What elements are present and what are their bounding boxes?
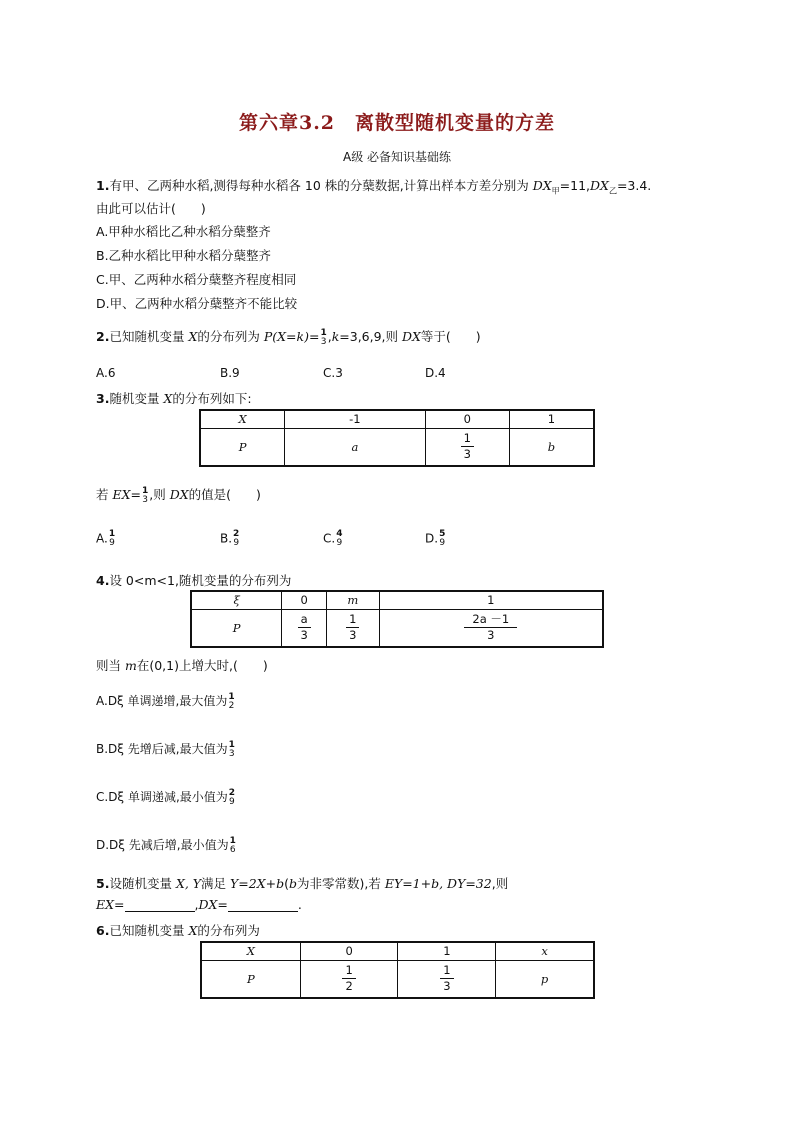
q4-cell-1: $\frac{a}{3}$ <box>282 609 327 647</box>
q3-number: 3. <box>96 391 110 406</box>
q5-number: 5. <box>96 876 110 891</box>
q5-ex-blank[interactable] <box>125 900 195 912</box>
q4-row-label: P <box>191 609 282 647</box>
q6-text-a: 已知随机变量 <box>109 923 189 938</box>
q1-option-a: A.甲种水稻比乙种水稻分蘖整齐 <box>96 224 271 239</box>
q5-ey: EY=1+b, DY=32 <box>384 876 492 891</box>
q4-line2-b: 在(0,1)上增大时,( ) <box>136 658 268 673</box>
q2-frac-den: 3 <box>320 336 327 347</box>
q1-number: 1. <box>96 178 110 193</box>
q3-cond-fraction <box>142 487 148 505</box>
q3-cell-frac <box>425 428 509 466</box>
q2-option-a: A.6 <box>96 366 116 380</box>
q3-ex: EX <box>112 487 131 502</box>
q4-header-1: 0 <box>282 591 327 609</box>
q1-text: 有甲、乙两种水稻,测得每种水稻各 10 株的分蘖数据,计算出样本方差分别为 <box>109 178 533 193</box>
q3-cond-b: ,则 <box>149 487 170 502</box>
q3-cond-c: 的值是( ) <box>188 487 261 502</box>
page-title: 第六章3.2 离散型随机变量的方差 <box>238 112 556 134</box>
q1-dx-jia: DX <box>532 178 552 193</box>
q2-var: X <box>188 329 198 344</box>
q2-option-c: C.3 <box>323 366 343 380</box>
q3-header-1: -1 <box>285 410 426 428</box>
q1-sub-yi: 乙 <box>608 186 617 196</box>
q2-text-a: 已知随机变量 <box>109 329 189 344</box>
q5-xy: X, Y <box>175 876 202 891</box>
q6-cell-3: p <box>496 960 594 998</box>
q2-text-c: , <box>327 329 332 344</box>
q2-stem <box>96 327 481 347</box>
q2-fraction <box>320 329 326 347</box>
q6-cell-2: $\frac{1}{3}$ <box>398 960 496 998</box>
q3-cond-frac-num: 1 <box>142 485 149 496</box>
q3-option-a: A. 1 9 <box>96 529 116 548</box>
q3-dx: DX <box>169 487 189 502</box>
q6-stem <box>96 921 260 939</box>
q4-text: 设 0<m<1,随机变量的分布列为 <box>109 573 292 588</box>
q4-header-3: 1 <box>379 591 603 609</box>
q4-stem <box>96 571 291 589</box>
q4-number: 4. <box>96 573 110 588</box>
q1-eq1: =11, <box>559 178 591 193</box>
q3-option-d: D. 5 9 <box>425 529 446 548</box>
q5-text-b: 满足 <box>201 876 231 891</box>
q5-ex-label: EX= <box>96 897 125 912</box>
q2-k: k <box>331 329 340 344</box>
q6-header-x: X <box>201 942 300 960</box>
q3-cond-a: 若 <box>96 487 113 502</box>
q4-header-xi: ξ <box>191 591 282 609</box>
q5-text-d: 为非零常数),若 <box>297 876 385 891</box>
q6-header-1: 0 <box>300 942 398 960</box>
q5-sep: , <box>194 897 199 912</box>
q5-text-a: 设随机变量 <box>109 876 176 891</box>
q6-row-label: P <box>201 960 300 998</box>
q4-m: m <box>124 658 137 673</box>
q4-cell-3: $\frac{2a -1}{3}$ <box>379 609 603 647</box>
q1-option-b: B.乙种水稻比甲种水稻分蘖整齐 <box>96 248 272 263</box>
q4-cell-2: $\frac{1}{3}$ <box>327 609 380 647</box>
q3-cond-eq: = <box>130 487 141 502</box>
q1-option-d: D.甲、乙两种水稻分蘖整齐不能比较 <box>96 296 298 311</box>
q5-text-c: ( <box>284 876 289 891</box>
q4-header-m: m <box>327 591 380 609</box>
q4-distribution-table <box>190 590 604 648</box>
q4-stem-line2 <box>96 656 268 674</box>
q4-line2-a: 则当 <box>96 658 125 673</box>
q3-text-a: 随机变量 <box>109 391 164 406</box>
q1-stem <box>96 176 651 197</box>
q3-cell-b: b <box>509 428 594 466</box>
q2-option-d: D.4 <box>425 366 446 380</box>
q1-eq2: =3.4. <box>616 178 652 193</box>
q5-dx-blank[interactable] <box>228 900 298 912</box>
q5-text-e: ,则 <box>491 876 509 891</box>
q2-px: P(X=k) <box>263 329 309 344</box>
q2-frac-num: 1 <box>320 327 327 338</box>
q5-answer-line <box>96 897 302 912</box>
q2-option-b: B.9 <box>220 366 240 380</box>
q3-cell-frac-den: 3 <box>463 447 471 462</box>
q1-sub-jia: 甲 <box>551 186 560 196</box>
q2-text-d: =3,6,9,则 <box>339 329 402 344</box>
q5-dx-label: DX= <box>198 897 228 912</box>
q2-text-b: 的分布列为 <box>197 329 264 344</box>
q3-condition <box>96 485 261 505</box>
q6-distribution-table <box>200 941 595 999</box>
q3-header-2: 0 <box>425 410 509 428</box>
q3-var: X <box>163 391 173 406</box>
q4-option-a: A.Dξ 单调递增,最大值为 1 2 <box>96 691 235 711</box>
q3-cond-frac-den: 3 <box>142 494 148 505</box>
q6-header-2: 1 <box>398 942 496 960</box>
q5-stem <box>96 874 508 892</box>
q4-option-c: C.Dξ 单调递减,最小值为 2 9 <box>96 787 236 807</box>
q2-text-e: 等于( ) <box>420 329 481 344</box>
q3-header-3: 1 <box>509 410 594 428</box>
q6-cell-1: $\frac{1}{2}$ <box>300 960 398 998</box>
q6-var: X <box>188 923 198 938</box>
q2-number: 2. <box>96 329 110 344</box>
section-subtitle: A级 必备知识基础练 <box>342 150 452 164</box>
q3-distribution-table <box>199 409 595 467</box>
q6-number: 6. <box>96 923 110 938</box>
q3-row-label: P <box>200 428 285 466</box>
q4-option-d: D.Dξ 先减后增,最小值为 1 6 <box>96 835 236 855</box>
q3-option-b: B. 2 9 <box>220 529 240 548</box>
q3-stem <box>96 389 252 407</box>
q3-text-b: 的分布列如下: <box>172 391 252 406</box>
q1-dx-yi: DX <box>590 178 609 193</box>
q6-header-3: x <box>496 942 594 960</box>
q5-end: . <box>297 897 302 912</box>
q3-cell-frac-num: 1 <box>461 431 474 447</box>
q1-option-c: C.甲、乙两种水稻分蘖整齐程度相同 <box>96 272 297 287</box>
q4-option-b: B.Dξ 先增后减,最大值为 1 3 <box>96 739 235 759</box>
q5-formula: Y=2X+b <box>230 876 285 891</box>
q2-eq: = <box>308 329 320 344</box>
q3-cell-a: a <box>285 428 426 466</box>
q3-option-c: C. 4 9 <box>323 529 343 548</box>
q5-b: b <box>288 876 297 891</box>
q6-text-b: 的分布列为 <box>197 923 260 938</box>
q2-dx: DX <box>402 329 421 344</box>
q3-header-x: X <box>200 410 285 428</box>
q1-stem-line2: 由此可以估计( ) <box>96 201 206 216</box>
